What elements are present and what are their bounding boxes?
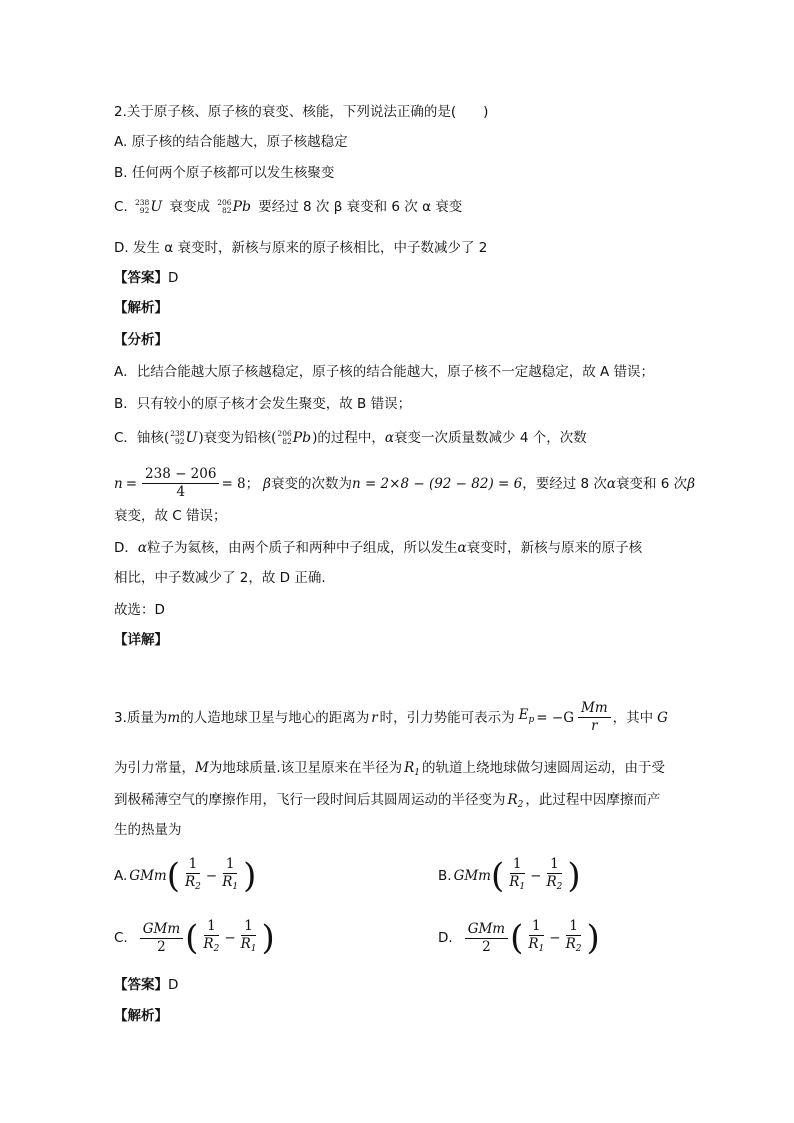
q2-option-b: B. 任何两个原子核都可以发生核聚变 xyxy=(114,165,335,181)
q2-stem: 2.关于原子核、原子核的衰变、核能，下列说法正确的是( ) xyxy=(114,104,489,120)
potential-energy-fraction: $\frac{Mm}{r}$ xyxy=(578,700,611,735)
q3-option-a: A. GMm ( $\frac{1}{R_2}$ − $\frac{1}{R_1}$ ) xyxy=(114,856,257,896)
potential-energy-symbol: $E_p$ xyxy=(518,707,535,725)
q3-analysis-label: 【解析】 xyxy=(114,1008,168,1024)
q3-line3: 到极稀薄空气的摩擦作用，飞行一段时间后其圆周运动的半径变为 $R_2$ ，此过程中因摩擦而产 xyxy=(114,792,661,810)
q2-explanation-d2: 相比，中子数减少了 2，故 D 正确. xyxy=(114,570,326,586)
lead-isotope: 206 82 Pb xyxy=(217,198,251,215)
q2-option-d: D. 发生 α 衰变时，新核与原来的原子核相比，中子数减少了 2 xyxy=(114,240,488,256)
q2-option-c xyxy=(114,197,462,217)
q3-option-b: B. GMm ( $\frac{1}{R_1}$ − $\frac{1}{R_2}$ ) xyxy=(438,856,581,896)
q2-fenxi-label: 【分析】 xyxy=(114,332,168,348)
q2-explanation-c3: 衰变，故 C 错误； xyxy=(114,508,227,524)
mass-number-fraction: $\frac{238 - 206}{4}$ xyxy=(142,466,219,501)
q3-line4: 生的热量为 xyxy=(114,822,182,838)
uranium-isotope: 238 92 U xyxy=(135,198,163,215)
q2-option-c-mid: 衰变成 xyxy=(169,199,210,215)
q3-answer: 【答案】D xyxy=(114,977,179,993)
q3-option-d: D. $\frac{\text{GMm}}{2}$ ( $\frac{1}{R_1}$ − $\frac{1}{R_2}$ ) xyxy=(438,918,600,958)
q2-explanation-a: A．比结合能越大原子核越稳定，原子核的结合能越大，原子核不一定越稳定，故 A 错误； xyxy=(114,364,655,380)
q2-detail-label: 【详解】 xyxy=(114,632,168,648)
q3-line1: 3.质量为 m 的人造地球卫星与地心的距离为 r 时，引力势能可表示为 $E_p$ = −G $\frac{Mm}{r}$ ，其中 G xyxy=(114,700,668,734)
q2-option-a: A. 原子核的结合能越大，原子核越稳定 xyxy=(114,134,348,150)
q2-analysis-label: 【解析】 xyxy=(114,300,168,316)
q2-explanation-b: B．只有较小的原子核才会发生聚变，故 B 错误； xyxy=(114,396,412,412)
q3-line2: 为引力常量，M为地球质量.该卫星原来在半径为 $R_1$ 的轨道上绕地球做匀速圆周运动，由于受 xyxy=(114,760,666,778)
q2-option-c-tail: 要经过 8 次 β 衰变和 6 次 α 衰变 xyxy=(258,199,463,215)
q2-option-c-label: C. xyxy=(114,199,128,215)
q2-explanation-c1: C．铀核( 238 92 U )衰变为铅核( 206 82 Pb )的过程中，α衰变一次质量数减少 4 个，次数 xyxy=(114,429,587,446)
q2-answer: 【答案】D xyxy=(114,270,179,286)
q2-choose: 故选：D xyxy=(114,602,165,618)
q2-explanation-c2: n = $\frac{238 - 206}{4}$ = 8； β 衰变的次数为 n = 2×8 − (92 − 82) = 6 ，要经过 8 次 α 衰变和 6 次 β xyxy=(114,466,695,500)
q3-option-c: C. $\frac{\text{GMm}}{2}$ ( $\frac{1}{R_2}$ − $\frac{1}{R_1}$ ) xyxy=(114,918,275,958)
q2-explanation-d1: D．α粒子为氦核，由两个质子和两种中子组成，所以发生α衰变时，新核与原来的原子核 xyxy=(114,540,643,556)
